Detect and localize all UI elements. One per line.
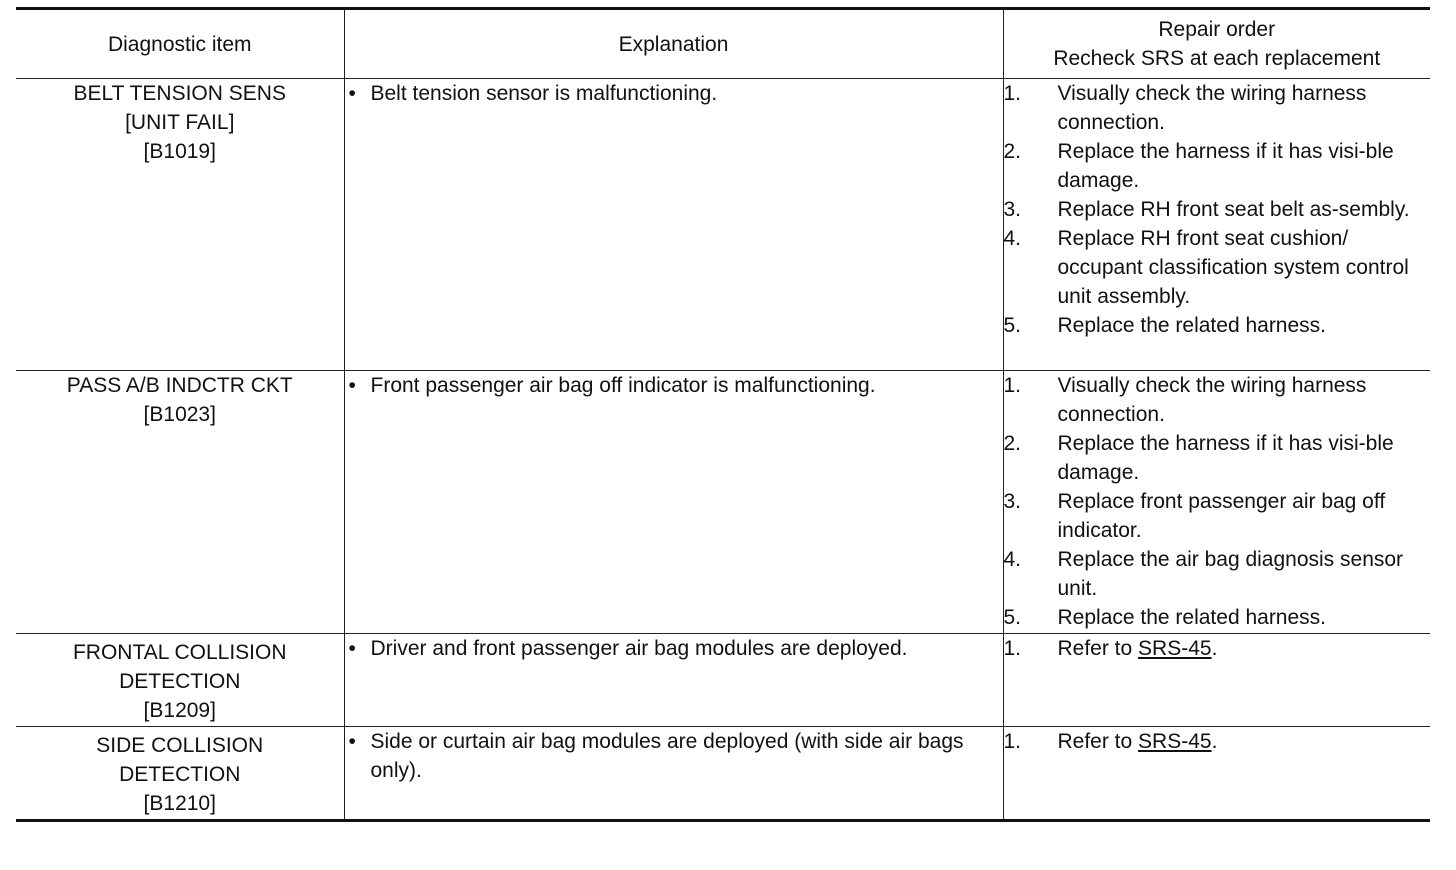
repair-step: [1004, 371, 1431, 429]
table-row: [16, 79, 1430, 371]
repair-step: [1004, 79, 1431, 137]
repair-order-cell: [1003, 79, 1430, 371]
step-number: 2.: [1003, 432, 1022, 455]
explanation-bullet: [345, 727, 1003, 785]
step-text: Replace the air bag diagnosis sensor unit.: [1057, 548, 1404, 600]
repair-order-cell: [1003, 634, 1430, 727]
diagnostic-item-name-cont: DETECTION: [119, 670, 241, 693]
repair-step: [1004, 727, 1431, 756]
explanation-cell: [344, 634, 1003, 727]
repair-step: [1004, 429, 1431, 487]
explanation-text: Front passenger air bag off indicator is malfunctioning.: [370, 374, 876, 397]
repair-steps: [1004, 371, 1431, 632]
step-number: 5.: [1003, 606, 1022, 629]
step-number: 2.: [1003, 140, 1022, 163]
step-text: Replace the related harness.: [1057, 606, 1326, 629]
step-number: 1.: [1003, 730, 1022, 753]
table-row: [16, 634, 1430, 727]
repair-order-cell: [1003, 727, 1430, 821]
diagnostic-item-code: [B1019]: [143, 140, 216, 163]
table-header-row: [16, 9, 1430, 79]
step-text: Replace front passenger air bag off indicator.: [1057, 490, 1386, 542]
explanation-text: Side or curtain air bag modules are deployed (with side air bags only).: [370, 730, 964, 782]
diagnostic-item-cell: [16, 371, 344, 634]
repair-step: [1004, 545, 1431, 603]
step-number: 5.: [1003, 314, 1022, 337]
step-number: 4.: [1003, 548, 1022, 571]
step-text: Replace the harness if it has visi-ble damage.: [1057, 140, 1394, 192]
table-row: [16, 727, 1430, 821]
repair-step: [1004, 137, 1431, 195]
explanation-text: Driver and front passenger air bag modules are deployed.: [370, 637, 908, 660]
diagnostic-item-name: FRONTAL COLLISION: [72, 641, 287, 664]
explanation-cell: [344, 371, 1003, 634]
step-text: Replace the related harness.: [1057, 314, 1326, 337]
step-text-suffix: .: [1211, 637, 1218, 660]
repair-step: [1004, 195, 1431, 224]
diagnostic-item-cell: [16, 79, 344, 371]
explanation-text: Belt tension sensor is malfunctioning.: [370, 82, 718, 105]
step-text: Visually check the wiring harness connection.: [1057, 82, 1367, 134]
bullet-glyph: •: [348, 637, 356, 660]
header-repair-order: [1003, 9, 1430, 79]
srs-45-link[interactable]: SRS-45: [1138, 730, 1212, 753]
explanation-cell: [344, 727, 1003, 821]
header-repair-order-title: Repair order: [1158, 18, 1276, 41]
step-number: 1.: [1003, 637, 1022, 660]
step-number: 1.: [1003, 374, 1022, 397]
repair-steps: [1004, 634, 1431, 663]
header-diagnostic-item: Diagnostic item: [16, 9, 344, 79]
diagnostic-item-name: PASS A/B INDCTR CKT: [66, 374, 293, 397]
diagnostic-item-name: BELT TENSION SENS: [73, 82, 286, 105]
diagnostic-table: [16, 7, 1430, 822]
srs-45-link[interactable]: SRS-45: [1138, 637, 1212, 660]
step-text: Replace the harness if it has visi-ble damage.: [1057, 432, 1394, 484]
diagnostic-item-cell: [16, 727, 344, 821]
header-repair-order-note: Recheck SRS at each replacement: [1053, 47, 1381, 70]
repair-step: [1004, 603, 1431, 632]
explanation-bullet: [345, 371, 1003, 400]
step-number: 3.: [1003, 198, 1022, 221]
diagnostic-item-name-cont: DETECTION: [119, 763, 241, 786]
step-text: Refer to: [1057, 637, 1139, 660]
diagnostic-item-code: [B1210]: [143, 792, 216, 815]
bullet-glyph: •: [348, 730, 356, 753]
repair-step: [1004, 311, 1431, 340]
explanation-cell: [344, 79, 1003, 371]
step-text: Refer to: [1057, 730, 1139, 753]
explanation-bullet: [345, 634, 1003, 663]
step-text: Visually check the wiring harness connection.: [1057, 374, 1367, 426]
repair-step: [1004, 487, 1431, 545]
step-text: Replace RH front seat belt as-sembly.: [1057, 198, 1410, 221]
diagnostic-item-cell: [16, 634, 344, 727]
step-text-suffix: .: [1211, 730, 1218, 753]
diagnostic-item-status: [UNIT FAIL]: [125, 111, 235, 134]
bullet-glyph: •: [348, 82, 356, 105]
explanation-bullet: [345, 79, 1003, 108]
step-number: 1.: [1003, 82, 1022, 105]
table-row: [16, 371, 1430, 634]
diagnostic-item-code: [B1023]: [143, 403, 216, 426]
repair-step: [1004, 634, 1431, 663]
repair-step: [1004, 224, 1431, 311]
diagnostic-item-name: SIDE COLLISION: [96, 734, 264, 757]
repair-steps: [1004, 79, 1431, 340]
step-number: 4.: [1003, 227, 1022, 250]
bullet-glyph: •: [348, 374, 356, 397]
header-explanation: Explanation: [344, 9, 1003, 79]
step-number: 3.: [1003, 490, 1022, 513]
step-text: Replace RH front seat cushion/ occupant classification system control unit assembly.: [1057, 227, 1409, 308]
repair-order-cell: [1003, 371, 1430, 634]
repair-steps: [1004, 727, 1431, 756]
diagnostic-item-code: [B1209]: [143, 699, 216, 722]
